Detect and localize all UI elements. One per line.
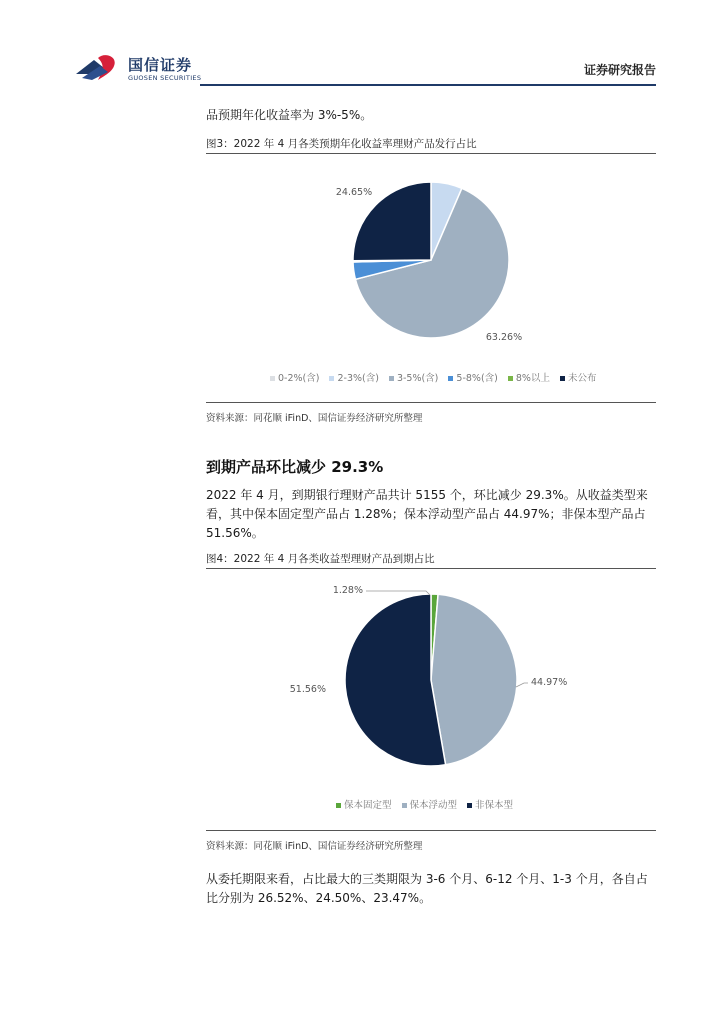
data-label-1-0: 1.28% bbox=[332, 585, 363, 596]
legend-item-0-5 bbox=[560, 370, 597, 384]
legend-label: 8%以上 bbox=[515, 373, 550, 384]
legend-item-1-2 bbox=[467, 797, 513, 811]
page-header bbox=[74, 50, 656, 90]
legend-swatch-icon bbox=[270, 376, 275, 381]
figure4-legend bbox=[336, 797, 523, 811]
pie-slice-1-2 bbox=[345, 594, 446, 766]
leader-line-1-1 bbox=[516, 683, 528, 687]
brand-name-en: GUOSEN SECURITIES bbox=[128, 74, 202, 82]
intro-text: 品预期年化收益率为 3%-5%。 bbox=[206, 108, 373, 122]
figure3-legend bbox=[270, 370, 606, 384]
figure3-pie-chart bbox=[206, 160, 656, 400]
legend-swatch-icon bbox=[448, 376, 453, 381]
brand-name-cn: 国信证券 bbox=[128, 56, 193, 74]
legend-label: 0-2%(含) bbox=[278, 373, 320, 384]
header-divider bbox=[200, 84, 656, 86]
figure3-bottom-rule bbox=[206, 402, 656, 403]
legend-label: 5-8%(含) bbox=[456, 373, 498, 384]
figure3-source: 资料来源：同花顺 iFinD、国信证券经济研究所整理 bbox=[206, 413, 423, 424]
legend-swatch-icon bbox=[508, 376, 513, 381]
data-label-0-5: 24.65% bbox=[335, 187, 373, 198]
legend-item-1-1 bbox=[402, 797, 458, 811]
section-title: 到期产品环比减少 29.3% bbox=[206, 458, 384, 476]
figure4-title: 图4：2022 年 4 月各类收益型理财产品到期占比 bbox=[206, 553, 435, 565]
closing-paragraph: 从委托期限来看，占比最大的三类期限为 3-6 个月、6-12 个月、1-3 个月，各自占比分别为 26.52%、24.50%、23.47%。 bbox=[206, 872, 648, 905]
legend-label: 保本浮动型 bbox=[409, 800, 458, 811]
legend-swatch-icon bbox=[467, 803, 472, 808]
legend-label: 非保本型 bbox=[475, 800, 514, 811]
figure4-bottom-rule bbox=[206, 830, 656, 831]
guosen-logo-icon bbox=[74, 54, 122, 84]
report-type-label: 证券研究报告 bbox=[583, 63, 656, 77]
legend-swatch-icon bbox=[389, 376, 394, 381]
pie-slice-1-1 bbox=[431, 594, 517, 764]
figure4-pie-chart bbox=[206, 575, 656, 785]
body-paragraph: 2022 年 4 月，到期银行理财产品共计 5155 个，环比减少 29.3%。从收益类型来看，其中保本固定型产品占 1.28%；保本浮动型产品占 44.97%；非保本型产品占 51.56%。 bbox=[206, 488, 648, 540]
figure4-top-rule bbox=[206, 568, 656, 569]
legend-swatch-icon bbox=[336, 803, 341, 808]
legend-item-0-3 bbox=[448, 370, 497, 384]
legend-swatch-icon bbox=[402, 803, 407, 808]
legend-item-0-4 bbox=[508, 370, 550, 384]
data-label-0-2: 63.26% bbox=[485, 332, 523, 343]
legend-swatch-icon bbox=[329, 376, 334, 381]
legend-item-0-0 bbox=[270, 370, 319, 384]
legend-label: 保本固定型 bbox=[344, 800, 392, 811]
figure3-top-rule bbox=[206, 153, 656, 154]
data-label-1-1: 44.97% bbox=[531, 677, 568, 688]
legend-item-1-0 bbox=[336, 797, 392, 811]
legend-label: 3-5%(含) bbox=[396, 373, 439, 384]
figure3-title: 图3：2022 年 4 月各类预期年化收益率理财产品发行占比 bbox=[206, 138, 477, 150]
figure4-source: 资料来源：同花顺 iFinD、国信证券经济研究所整理 bbox=[206, 841, 423, 852]
legend-label: 未公布 bbox=[567, 373, 597, 384]
legend-item-0-2 bbox=[389, 370, 438, 384]
legend-swatch-icon bbox=[560, 376, 565, 381]
data-label-1-2: 51.56% bbox=[289, 684, 326, 695]
legend-label: 2-3%(含) bbox=[337, 373, 379, 384]
legend-item-0-1 bbox=[329, 370, 378, 384]
